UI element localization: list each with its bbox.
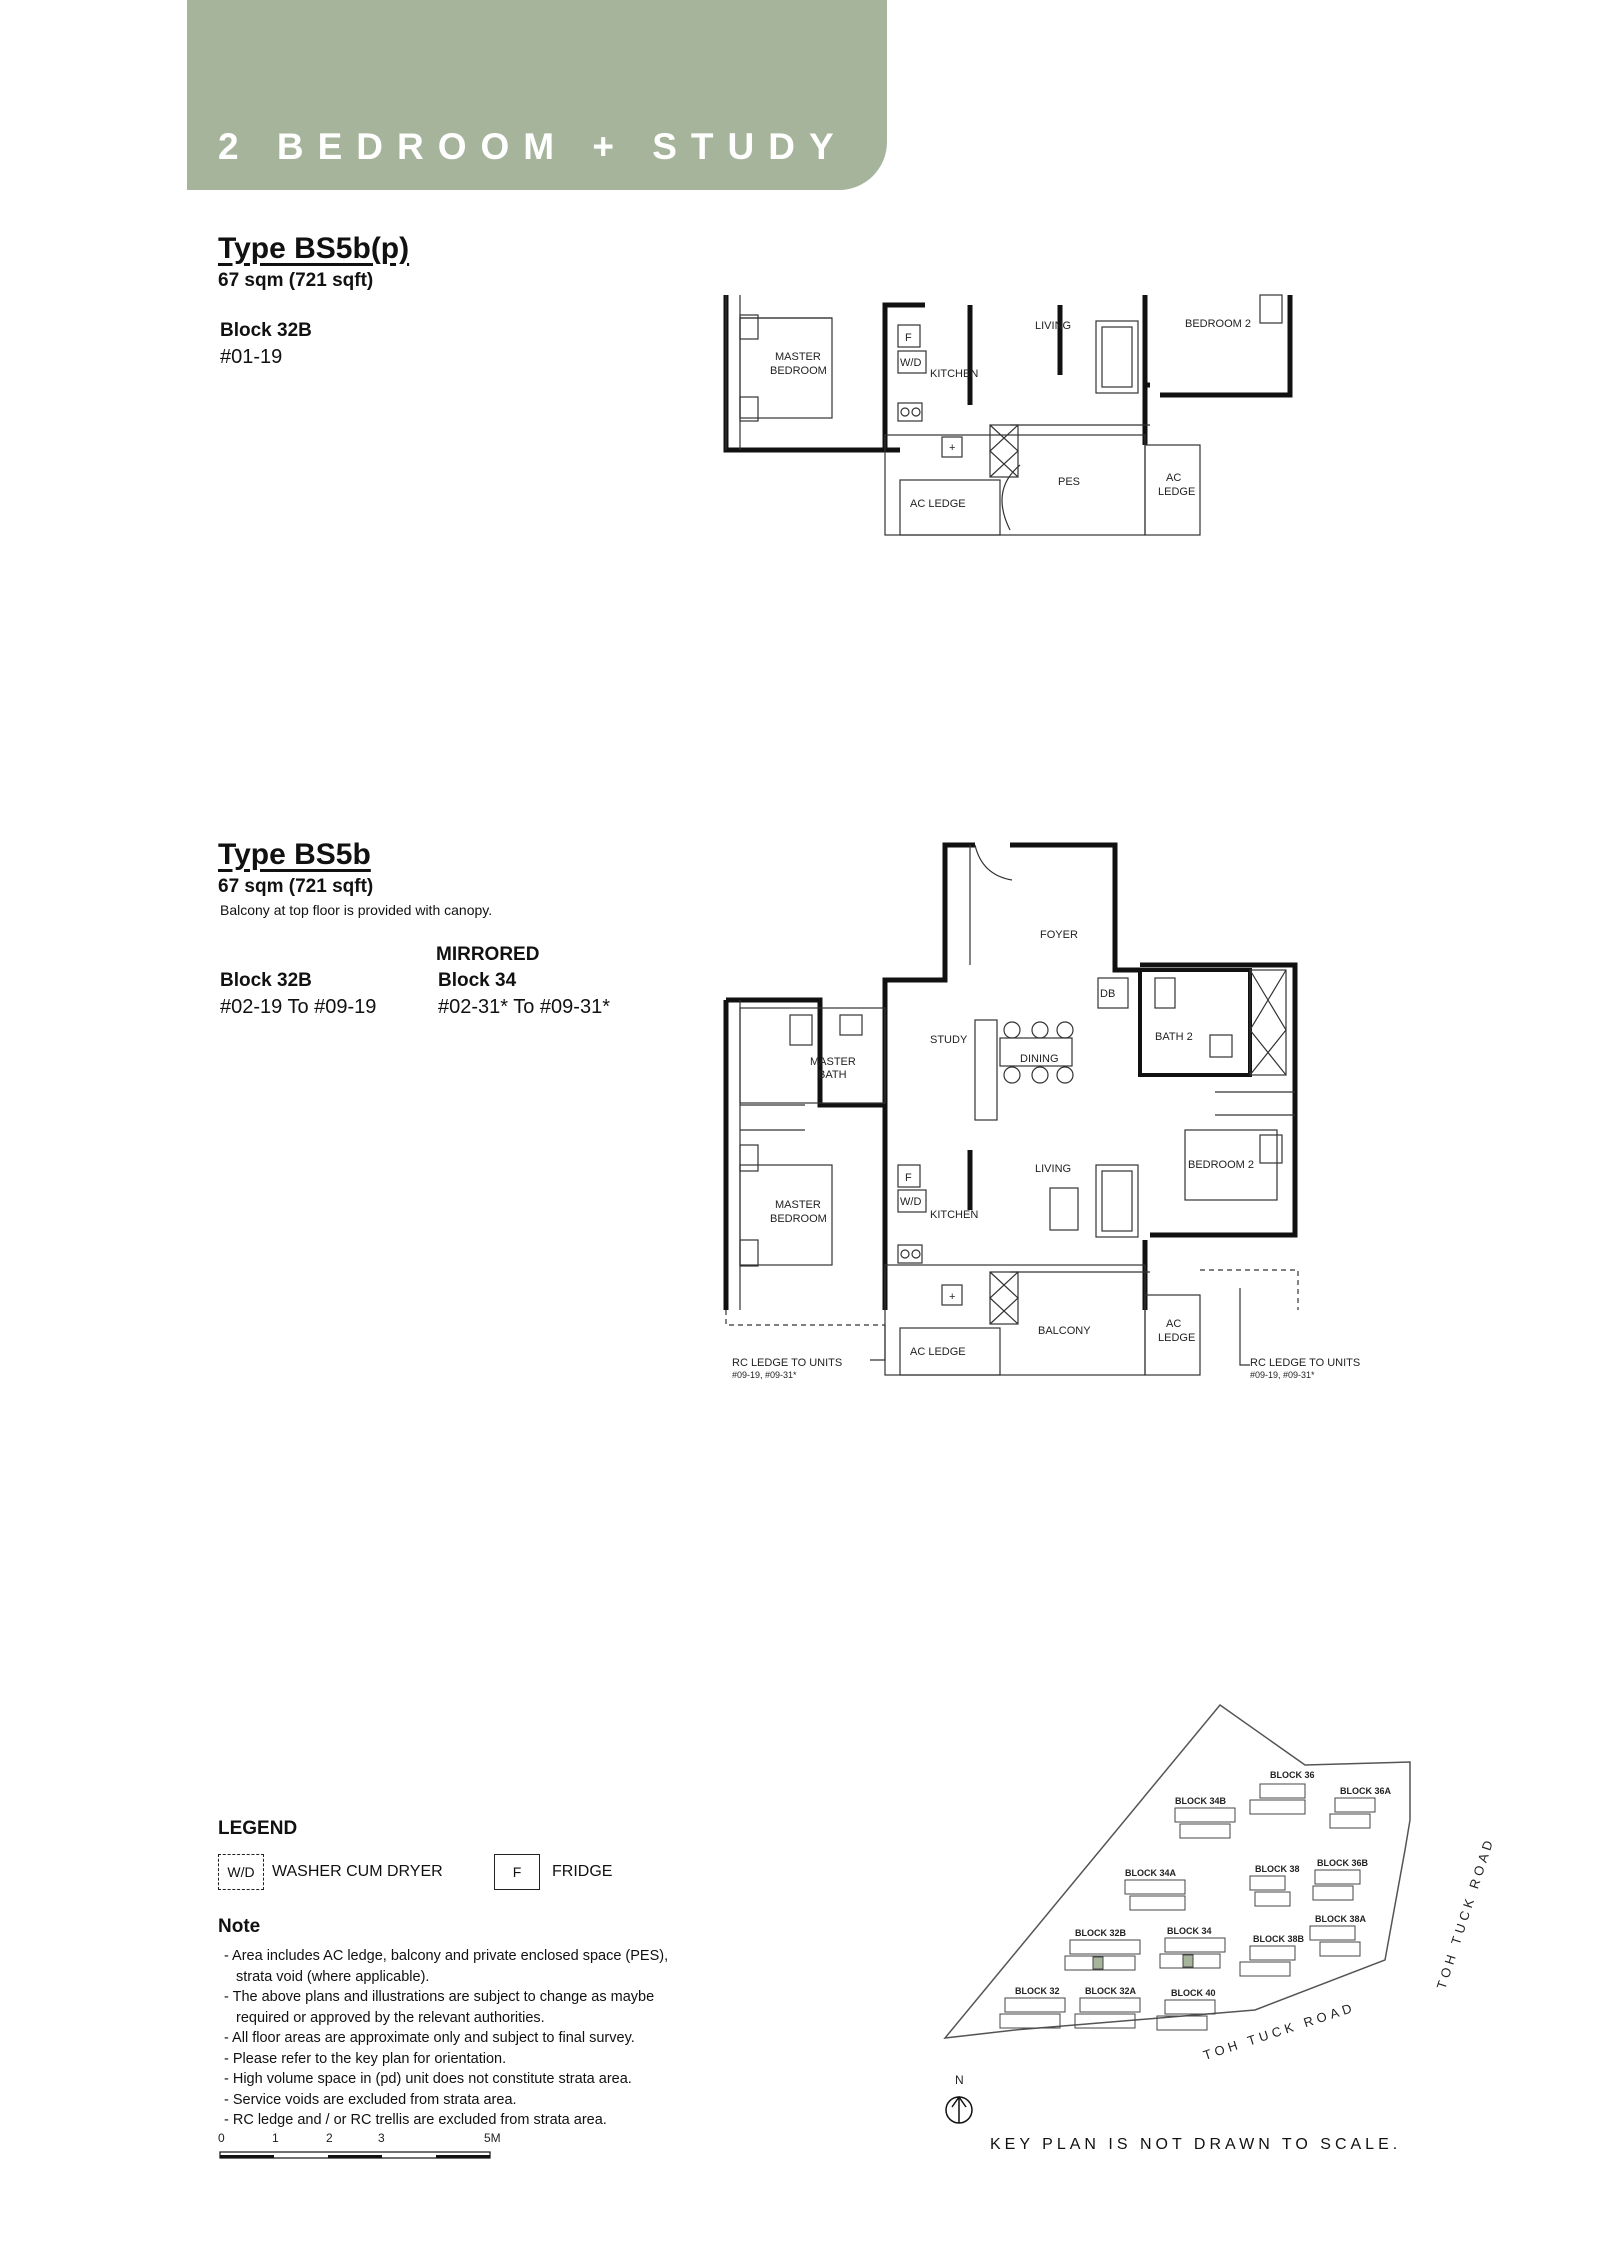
note-item: - Service voids are excluded from strata area.	[224, 2091, 517, 2108]
unit2-bath2-label: BATH 2	[1155, 1031, 1193, 1043]
unit2-dining-label: DINING	[1020, 1053, 1059, 1065]
unit2-ledge-label: LEDGE	[1158, 1332, 1196, 1344]
key-plan	[935, 1700, 1498, 2120]
wd-symbol: W/D	[218, 1854, 264, 1890]
kp-block-36: BLOCK 36	[1270, 1770, 1315, 1780]
legend-fridge-label: FRIDGE	[552, 1863, 613, 1880]
unit2-rc-ledge-left-line1: RC LEDGE TO UNITS	[732, 1357, 843, 1369]
note-item: - Area includes AC ledge, balcony and private enclosed space (PES), strata void (where applicable).	[224, 1948, 669, 1985]
unit2-type-title: Type BS5b	[218, 838, 371, 871]
north-label: N	[955, 2073, 964, 2087]
svg-text:+: +	[949, 442, 956, 454]
kp-block-38a: BLOCK 38A	[1315, 1914, 1367, 1924]
keyplan-note: KEY PLAN IS NOT DRAWN TO SCALE.	[990, 2136, 1402, 2153]
fridge-symbol: F	[494, 1854, 540, 1890]
unit2-balcony-label: BALCONY	[1038, 1325, 1091, 1337]
scale-bar	[214, 2130, 514, 2170]
unit1-fridge-label: F	[905, 332, 912, 344]
unit2-fridge-label: F	[905, 1172, 912, 1184]
unit2-master-bath-label-2: BATH	[818, 1069, 847, 1081]
note-item: - All floor areas are approximate only and subject to final survey.	[224, 2030, 635, 2046]
unit2-mirrored-label: MIRRORED	[436, 944, 540, 965]
unit2-kitchen-label: KITCHEN	[930, 1209, 979, 1221]
unit2-floor-plan	[720, 840, 1360, 1390]
unit2-master-bedroom-label-2: BEDROOM	[770, 1213, 827, 1225]
unit1-floor-plan	[720, 285, 1300, 545]
unit1-master-bedroom-label-2: BEDROOM	[770, 365, 827, 377]
kp-block-34b: BLOCK 34B	[1175, 1796, 1227, 1806]
kp-block-40: BLOCK 40	[1171, 1988, 1216, 1998]
unit2-bedroom2-label: BEDROOM 2	[1188, 1159, 1255, 1171]
kp-block-38b: BLOCK 38B	[1253, 1934, 1305, 1944]
unit1-ledge-label: LEDGE	[1158, 486, 1196, 498]
kp-block-36a: BLOCK 36A	[1340, 1786, 1392, 1796]
unit2-ac-ledge-label: AC LEDGE	[910, 1346, 966, 1358]
kp-block-32: BLOCK 32	[1015, 1986, 1060, 1996]
unit2-wd-label: W/D	[900, 1196, 922, 1208]
kp-block-32b: BLOCK 32B	[1075, 1928, 1127, 1938]
scale-tick-0: 0	[218, 2131, 225, 2145]
legend-wd-label: WASHER CUM DRYER	[272, 1863, 443, 1880]
note-item: - The above plans and illustrations are subject to change as maybe required or approved by the relevant authorities.	[224, 1989, 655, 2026]
note-title: Note	[218, 1916, 261, 1937]
north-arrow-icon	[946, 2097, 972, 2123]
scale-tick-2: 2	[326, 2131, 333, 2145]
unit2-mirrored-units: #02-31* To #09-31*	[438, 996, 610, 1018]
legend-item-wd	[218, 1854, 443, 1890]
note-item: - High volume space in (pd) unit does not constitute strata area.	[224, 2071, 632, 2087]
legend-item-fridge	[494, 1854, 612, 1890]
kp-block-38: BLOCK 38	[1255, 1864, 1300, 1874]
unit1-kitchen-label: KITCHEN	[930, 368, 979, 380]
unit2-canopy-note: Balcony at top floor is provided with canopy.	[220, 902, 493, 918]
unit1-master-bedroom-label-1: MASTER	[775, 351, 821, 363]
svg-text:+: +	[949, 1291, 956, 1303]
page-title: 2 BEDROOM + STUDY	[218, 126, 848, 167]
unit2-mirrored-block: Block 34	[438, 970, 517, 991]
kp-block-34a: BLOCK 34A	[1125, 1868, 1177, 1878]
unit1-wd-label: W/D	[900, 357, 922, 369]
unit2-living-label: LIVING	[1035, 1163, 1072, 1175]
unit1-block: Block 32B	[220, 320, 312, 341]
unit1-units: #01-19	[220, 346, 283, 368]
notes-list	[222, 1946, 702, 2131]
unit2-area: 67 sqm (721 sqft)	[218, 876, 374, 897]
unit2-study-label: STUDY	[930, 1034, 968, 1046]
unit1-ac-label: AC	[1166, 472, 1182, 484]
note-item: - Please refer to the key plan for orientation.	[224, 2050, 507, 2067]
unit2-master-bath-label-1: MASTER	[810, 1056, 856, 1068]
kp-block-32a: BLOCK 32A	[1085, 1986, 1137, 1996]
kp-road-right: TOH TUCK ROAD	[1433, 1834, 1498, 1991]
kp-block-36b: BLOCK 36B	[1317, 1858, 1369, 1868]
unit2-units: #02-19 To #09-19	[220, 996, 377, 1018]
unit1-bedroom2-label: BEDROOM 2	[1185, 318, 1252, 330]
unit2-master-bedroom-label-1: MASTER	[775, 1199, 821, 1211]
unit1-living-label: LIVING	[1035, 320, 1072, 332]
unit2-rc-ledge-right-line1: RC LEDGE TO UNITS	[1250, 1357, 1361, 1369]
unit2-rc-ledge-right-line2: #09-19, #09-31*	[1250, 1370, 1315, 1380]
legend-title: LEGEND	[218, 1818, 298, 1839]
scale-tick-5m: 5M	[484, 2131, 501, 2145]
unit2-db-label: DB	[1100, 988, 1116, 1000]
unit1-pes-label: PES	[1058, 476, 1081, 488]
unit2-rc-ledge-left-line2: #09-19, #09-31*	[732, 1370, 797, 1380]
kp-road-bottom: TOH TUCK ROAD	[1201, 1999, 1358, 2063]
scale-tick-3: 3	[378, 2131, 385, 2145]
note-item: - RC ledge and / or RC trellis are excluded from strata area.	[224, 2112, 607, 2128]
unit2-block: Block 32B	[220, 970, 312, 991]
unit2-ac-label: AC	[1166, 1318, 1182, 1330]
kp-block-34: BLOCK 34	[1167, 1926, 1212, 1936]
unit2-foyer-label: FOYER	[1040, 929, 1078, 941]
unit1-type-title: Type BS5b(p)	[218, 232, 410, 265]
unit1-ac-ledge-label: AC LEDGE	[910, 498, 966, 510]
scale-tick-1: 1	[272, 2131, 279, 2145]
unit1-area: 67 sqm (721 sqft)	[218, 270, 374, 291]
